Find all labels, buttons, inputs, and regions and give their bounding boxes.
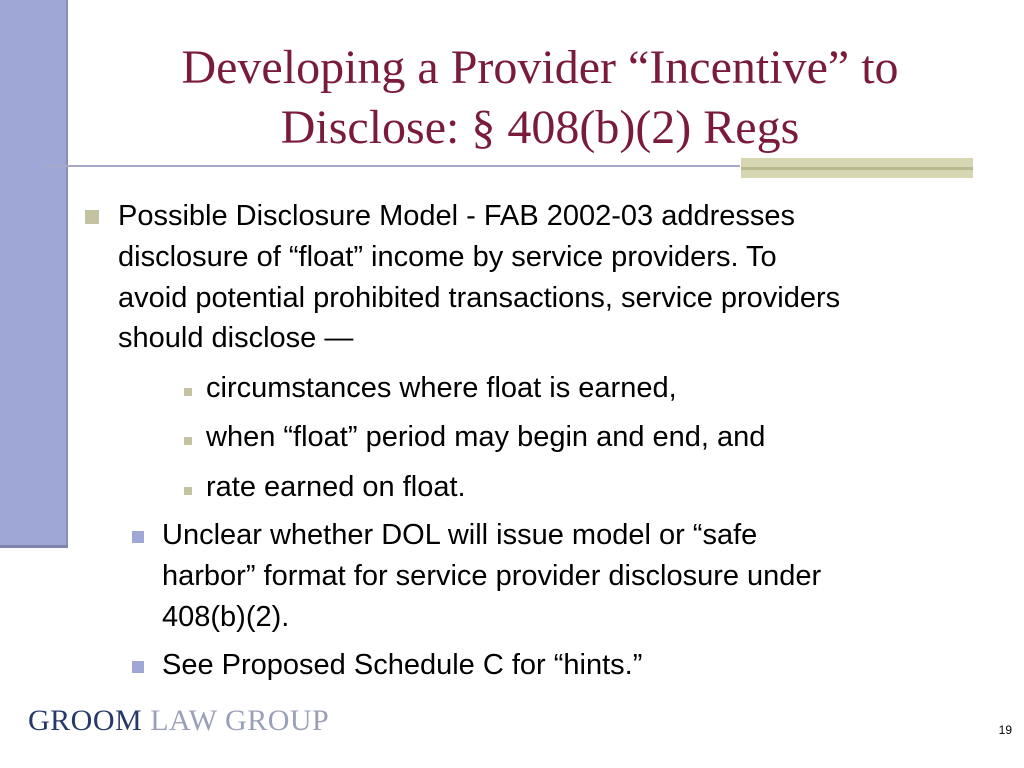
groom-law-group-logo xyxy=(28,703,329,739)
main-bullet-line-1: Possible Disclosure Model - FAB 2002-03 addresses xyxy=(118,200,795,232)
second-bullet-line-1: Unclear whether DOL will issue model or “safe xyxy=(162,519,758,551)
logo-groom: GROOM xyxy=(28,704,143,737)
title-line-1: Developing a Provider “Incentive” to xyxy=(181,41,899,94)
main-bullet-line-2: disclosure of “float” income by service providers. To xyxy=(118,241,777,273)
main-bullet-line-4: should disclose — xyxy=(118,322,354,354)
second-bullet-line-3: 408(b)(2). xyxy=(162,601,290,633)
sub-bullet-square-2 xyxy=(184,437,192,445)
sub-item-2: when “float” period may begin and end, and xyxy=(206,421,766,453)
sub-item-1: circumstances where float is earned, xyxy=(206,372,677,404)
third-bullet-square xyxy=(132,661,144,673)
title-line-2: Disclose: § 408(b)(2) Regs xyxy=(280,101,800,154)
third-bullet-text: See Proposed Schedule C for “hints.” xyxy=(162,649,643,681)
sub-item-3: rate earned on float. xyxy=(206,471,466,503)
second-bullet-line-2: harbor” format for service provider disclosure under xyxy=(162,560,822,592)
sub-bullet-square-3 xyxy=(184,487,192,495)
page-number: 19 xyxy=(998,723,1012,737)
main-bullet-line-3: avoid potential prohibited transactions, service providers xyxy=(118,282,841,314)
main-bullet-square xyxy=(85,210,99,224)
sub-bullet-square-1 xyxy=(184,388,192,396)
logo-law-group: LAW GROUP xyxy=(150,704,330,737)
second-bullet-square xyxy=(132,531,144,543)
